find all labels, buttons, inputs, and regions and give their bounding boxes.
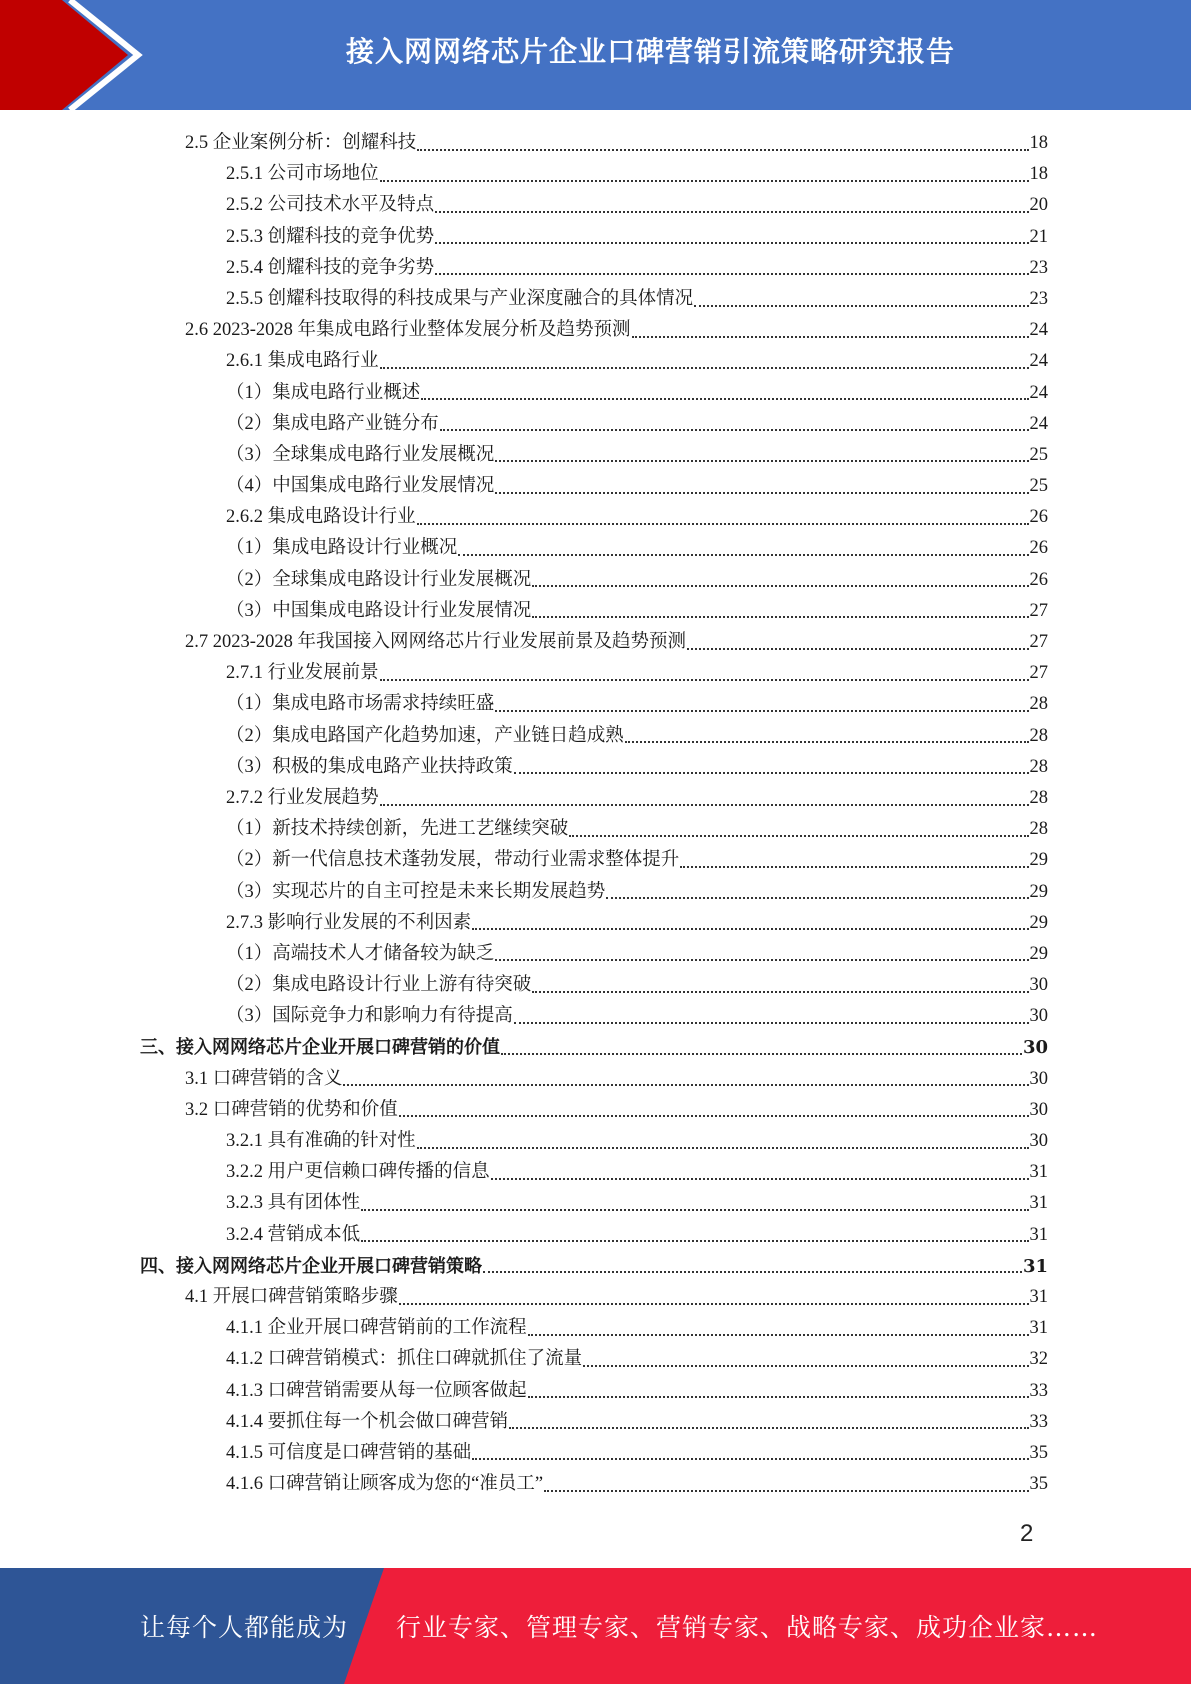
toc-entry[interactable] (140, 1282, 1048, 1313)
toc-entry[interactable] (140, 159, 1048, 190)
toc-entry-title: 2.5.5 创耀科技取得的科技成果与产业深度融合的具体情况 (226, 288, 694, 309)
toc-entry-title: （3）实现芯片的自主可控是未来长期发展趋势 (226, 881, 606, 902)
toc-entry[interactable] (140, 658, 1048, 689)
toc-entry[interactable] (140, 409, 1048, 440)
toc-entry-title: （2）集成电路国产化趋势加速，产业链日趋成熟 (226, 725, 624, 746)
toc-entry[interactable] (140, 1032, 1048, 1063)
toc-entry[interactable] (140, 346, 1048, 377)
toc-entry-title: （1）新技术持续创新，先进工艺继续突破 (226, 819, 569, 840)
toc-entry[interactable] (140, 565, 1048, 596)
toc-entry[interactable] (140, 596, 1048, 627)
toc-entry[interactable] (140, 689, 1048, 720)
toc-entry-page: 23 (1029, 257, 1048, 278)
toc-entry[interactable] (140, 128, 1048, 159)
toc-entry-page: 27 (1029, 663, 1048, 684)
toc-entry-page: 26 (1029, 507, 1048, 528)
toc-dot-leader (532, 616, 1028, 618)
toc-entry-page: 28 (1029, 694, 1048, 715)
toc-entry-page: 28 (1029, 756, 1048, 777)
toc-entry-title: （1）集成电路行业概述 (226, 382, 421, 403)
toc-entry[interactable] (140, 1188, 1048, 1219)
toc-entry[interactable] (140, 1251, 1048, 1282)
footer-slogan-right: 行业专家、管理专家、营销专家、战略专家、成功企业家…… (396, 1613, 1099, 1642)
toc-entry-title: （3）积极的集成电路产业扶持政策 (226, 756, 513, 777)
toc-entry[interactable] (140, 1220, 1048, 1251)
toc-entry-page: 30 (1022, 1037, 1048, 1059)
toc-entry-title: 4.1 开展口碑营销策略步骤 (185, 1286, 398, 1307)
toc-entry-page: 29 (1029, 881, 1048, 902)
toc-dot-leader (569, 835, 1028, 837)
toc-entry[interactable] (140, 1313, 1048, 1344)
toc-entry[interactable] (140, 1064, 1048, 1095)
toc-entry-page: 33 (1029, 1411, 1048, 1432)
toc-dot-leader (544, 1490, 1028, 1492)
toc-dot-leader (687, 648, 1028, 650)
toc-dot-leader (343, 1084, 1028, 1086)
toc-entry[interactable] (140, 1001, 1048, 1032)
toc-entry-title: 4.1.5 可信度是口碑营销的基础 (226, 1442, 472, 1463)
toc-dot-leader (509, 1427, 1028, 1429)
toc-entry-title: 3.2.4 营销成本低 (226, 1224, 361, 1245)
toc-dot-leader (435, 242, 1028, 244)
toc-entry-page: 31 (1029, 1286, 1048, 1307)
toc-entry[interactable] (140, 721, 1048, 752)
toc-dot-leader (380, 804, 1029, 806)
page-number: 2 (1020, 1520, 1034, 1547)
toc-entry-title: 2.7.1 行业发展前景 (226, 663, 379, 684)
toc-entry-title: 4.1.3 口碑营销需要从每一位顾客做起 (226, 1380, 527, 1401)
toc-entry-title: 3.2.2 用户更信赖口碑传播的信息 (226, 1162, 490, 1183)
toc-entry-page: 30 (1029, 1006, 1048, 1027)
toc-dot-leader (501, 1053, 1022, 1055)
toc-entry[interactable] (140, 970, 1048, 1001)
toc-entry[interactable] (140, 752, 1048, 783)
toc-dot-leader (495, 959, 1028, 961)
toc-entry-title: 2.5.2 公司技术水平及特点 (226, 195, 435, 216)
toc-entry[interactable] (140, 814, 1048, 845)
toc-dot-leader (491, 1178, 1029, 1180)
toc-entry-page: 28 (1029, 787, 1048, 808)
toc-dot-leader (583, 1365, 1028, 1367)
toc-dot-leader (435, 273, 1028, 275)
toc-dot-leader (532, 991, 1028, 993)
toc-dot-leader (694, 305, 1028, 307)
toc-entry-title: 3.2.3 具有团体性 (226, 1193, 361, 1214)
toc-entry-page: 29 (1029, 943, 1048, 964)
toc-dot-leader (399, 1303, 1029, 1305)
header-arrow-decoration (0, 0, 150, 110)
toc-entry-page: 30 (1029, 975, 1048, 996)
toc-dot-leader (440, 429, 1029, 431)
toc-dot-leader (483, 1271, 1022, 1273)
toc-entry[interactable] (140, 1157, 1048, 1188)
toc-dot-leader (417, 523, 1029, 525)
toc-entry-page: 33 (1029, 1380, 1048, 1401)
toc-entry-page: 31 (1029, 1193, 1048, 1214)
toc-entry-page: 28 (1029, 725, 1048, 746)
table-of-contents (140, 128, 1048, 1500)
toc-entry-page: 20 (1029, 195, 1048, 216)
toc-entry-title: （4）中国集成电路行业发展情况 (226, 476, 495, 497)
toc-entry[interactable] (140, 1407, 1048, 1438)
toc-entry-page: 23 (1029, 288, 1048, 309)
toc-entry[interactable] (140, 284, 1048, 315)
toc-entry-page: 35 (1029, 1474, 1048, 1495)
toc-dot-leader (417, 149, 1028, 151)
toc-dot-leader (472, 1458, 1028, 1460)
toc-entry[interactable] (140, 783, 1048, 814)
toc-entry-title: 2.6 2023-2028 年集成电路行业整体发展分析及趋势预测 (185, 320, 631, 341)
toc-entry-title: （1）高端技术人才储备较为缺乏 (226, 943, 495, 964)
toc-entry-page: 30 (1029, 1068, 1048, 1089)
toc-entry-title: （3）全球集成电路行业发展概况 (226, 444, 495, 465)
toc-entry-page: 29 (1029, 850, 1048, 871)
report-title: 接入网网络芯片企业口碑营销引流策略研究报告 (345, 35, 955, 68)
toc-entry-page: 31 (1029, 1162, 1048, 1183)
toc-dot-leader (458, 554, 1028, 556)
toc-entry-title: 2.7.3 影响行业发展的不利因素 (226, 912, 472, 933)
toc-entry-title: 2.5.4 创耀科技的竞争劣势 (226, 257, 435, 278)
toc-dot-leader (435, 211, 1028, 213)
toc-dot-leader (495, 460, 1028, 462)
toc-entry[interactable] (140, 533, 1048, 564)
toc-dot-leader (514, 772, 1029, 774)
toc-entry[interactable] (140, 845, 1048, 876)
toc-entry[interactable] (140, 471, 1048, 502)
toc-entry-page: 25 (1029, 476, 1048, 497)
toc-entry[interactable] (140, 502, 1048, 533)
toc-entry-title: 3.2 口碑营销的优势和价值 (185, 1099, 398, 1120)
toc-entry-page: 26 (1029, 538, 1048, 559)
toc-dot-leader (380, 679, 1029, 681)
toc-entry[interactable] (140, 1344, 1048, 1375)
toc-entry[interactable] (140, 190, 1048, 221)
toc-dot-leader (399, 1115, 1029, 1117)
toc-entry[interactable] (140, 315, 1048, 346)
toc-entry-title: 2.6.1 集成电路行业 (226, 351, 379, 372)
toc-entry-title: 2.5 企业案例分析：创耀科技 (185, 133, 417, 153)
toc-entry-title: 2.7.2 行业发展趋势 (226, 787, 379, 808)
toc-entry-page: 31 (1022, 1255, 1048, 1277)
toc-entry-title: （1）集成电路市场需求持续旺盛 (226, 694, 495, 715)
toc-entry-page: 31 (1029, 1318, 1048, 1339)
toc-entry[interactable] (140, 253, 1048, 284)
toc-entry-page: 26 (1029, 569, 1048, 590)
toc-entry-page: 18 (1029, 164, 1048, 185)
toc-dot-leader (532, 585, 1028, 587)
toc-entry-title: （2）新一代信息技术蓬勃发展，带动行业需求整体提升 (226, 850, 680, 871)
toc-entry-title: 2.5.1 公司市场地位 (226, 164, 379, 185)
toc-entry-title: （2）集成电路设计行业上游有待突破 (226, 975, 532, 996)
toc-dot-leader (495, 492, 1028, 494)
toc-dot-leader (606, 897, 1028, 899)
page-header (0, 0, 1191, 110)
toc-entry[interactable] (140, 939, 1048, 970)
toc-entry-page: 30 (1029, 1099, 1048, 1120)
toc-dot-leader (680, 866, 1028, 868)
footer-slogan-left: 让每个人都能成为 (140, 1613, 349, 1642)
toc-dot-leader (361, 1209, 1028, 1211)
toc-entry-page: 18 (1029, 133, 1048, 153)
toc-entry[interactable] (140, 1438, 1048, 1469)
toc-dot-leader (528, 1334, 1029, 1336)
toc-entry-title: 2.7 2023-2028 年我国接入网网络芯片行业发展前景及趋势预测 (185, 632, 687, 652)
toc-dot-leader (417, 1147, 1029, 1149)
toc-entry-title: 4.1.6 口碑营销让顾客成为您的“准员工” (226, 1474, 544, 1495)
toc-entry[interactable] (140, 1469, 1048, 1500)
toc-entry[interactable] (140, 1376, 1048, 1407)
toc-entry-title: 2.5.3 创耀科技的竞争优势 (226, 226, 435, 247)
toc-entry-page: 32 (1029, 1349, 1048, 1370)
toc-entry-title: （2）全球集成电路设计行业发展概况 (226, 569, 532, 590)
toc-entry[interactable] (140, 627, 1048, 658)
toc-entry-title: （3）中国集成电路设计行业发展情况 (226, 600, 532, 621)
toc-entry-title: 四、接入网网络芯片企业开展口碑营销策略 (140, 1255, 482, 1277)
toc-dot-leader (514, 1022, 1029, 1024)
page-footer (0, 1568, 1191, 1684)
toc-entry-title: 3.1 口碑营销的含义 (185, 1068, 343, 1089)
toc-entry-page: 24 (1029, 320, 1048, 341)
toc-entry-page: 29 (1029, 912, 1048, 933)
toc-entry[interactable] (140, 1126, 1048, 1157)
toc-dot-leader (528, 1396, 1029, 1398)
toc-entry-title: 三、接入网网络芯片企业开展口碑营销的价值 (140, 1037, 500, 1059)
toc-dot-leader (495, 710, 1028, 712)
toc-entry-title: 2.6.2 集成电路设计行业 (226, 507, 416, 528)
toc-entry[interactable] (140, 222, 1048, 253)
toc-dot-leader (421, 398, 1028, 400)
toc-entry-page: 30 (1029, 1131, 1048, 1151)
toc-entry-title: （1）集成电路设计行业概况 (226, 538, 458, 559)
toc-entry-title: 4.1.1 企业开展口碑营销前的工作流程 (226, 1318, 527, 1339)
toc-entry[interactable] (140, 440, 1048, 471)
toc-entry-page: 31 (1029, 1224, 1048, 1245)
toc-entry-page: 27 (1029, 600, 1048, 621)
toc-entry-page: 24 (1029, 351, 1048, 372)
toc-entry[interactable] (140, 1095, 1048, 1126)
toc-entry[interactable] (140, 877, 1048, 908)
toc-dot-leader (472, 928, 1028, 930)
toc-entry-title: 3.2.1 具有准确的针对性 (226, 1131, 416, 1151)
toc-entry-title: （2）集成电路产业链分布 (226, 413, 439, 434)
toc-dot-leader (361, 1240, 1028, 1242)
toc-entry[interactable] (140, 378, 1048, 409)
toc-dot-leader (625, 741, 1029, 743)
toc-entry-page: 24 (1029, 413, 1048, 434)
toc-entry-page: 25 (1029, 444, 1048, 465)
toc-dot-leader (632, 336, 1029, 338)
toc-entry-page: 35 (1029, 1442, 1048, 1463)
toc-entry[interactable] (140, 908, 1048, 939)
toc-dot-leader (380, 367, 1029, 369)
toc-entry-title: （3）国际竞争力和影响力有待提高 (226, 1006, 513, 1027)
toc-entry-page: 27 (1029, 632, 1048, 652)
toc-entry-title: 4.1.4 要抓住每一个机会做口碑营销 (226, 1411, 509, 1432)
toc-entry-page: 28 (1029, 819, 1048, 840)
toc-entry-page: 24 (1029, 382, 1048, 403)
toc-entry-page: 21 (1029, 226, 1048, 247)
toc-entry-title: 4.1.2 口碑营销模式：抓住口碑就抓住了流量 (226, 1349, 583, 1370)
toc-dot-leader (380, 180, 1029, 182)
